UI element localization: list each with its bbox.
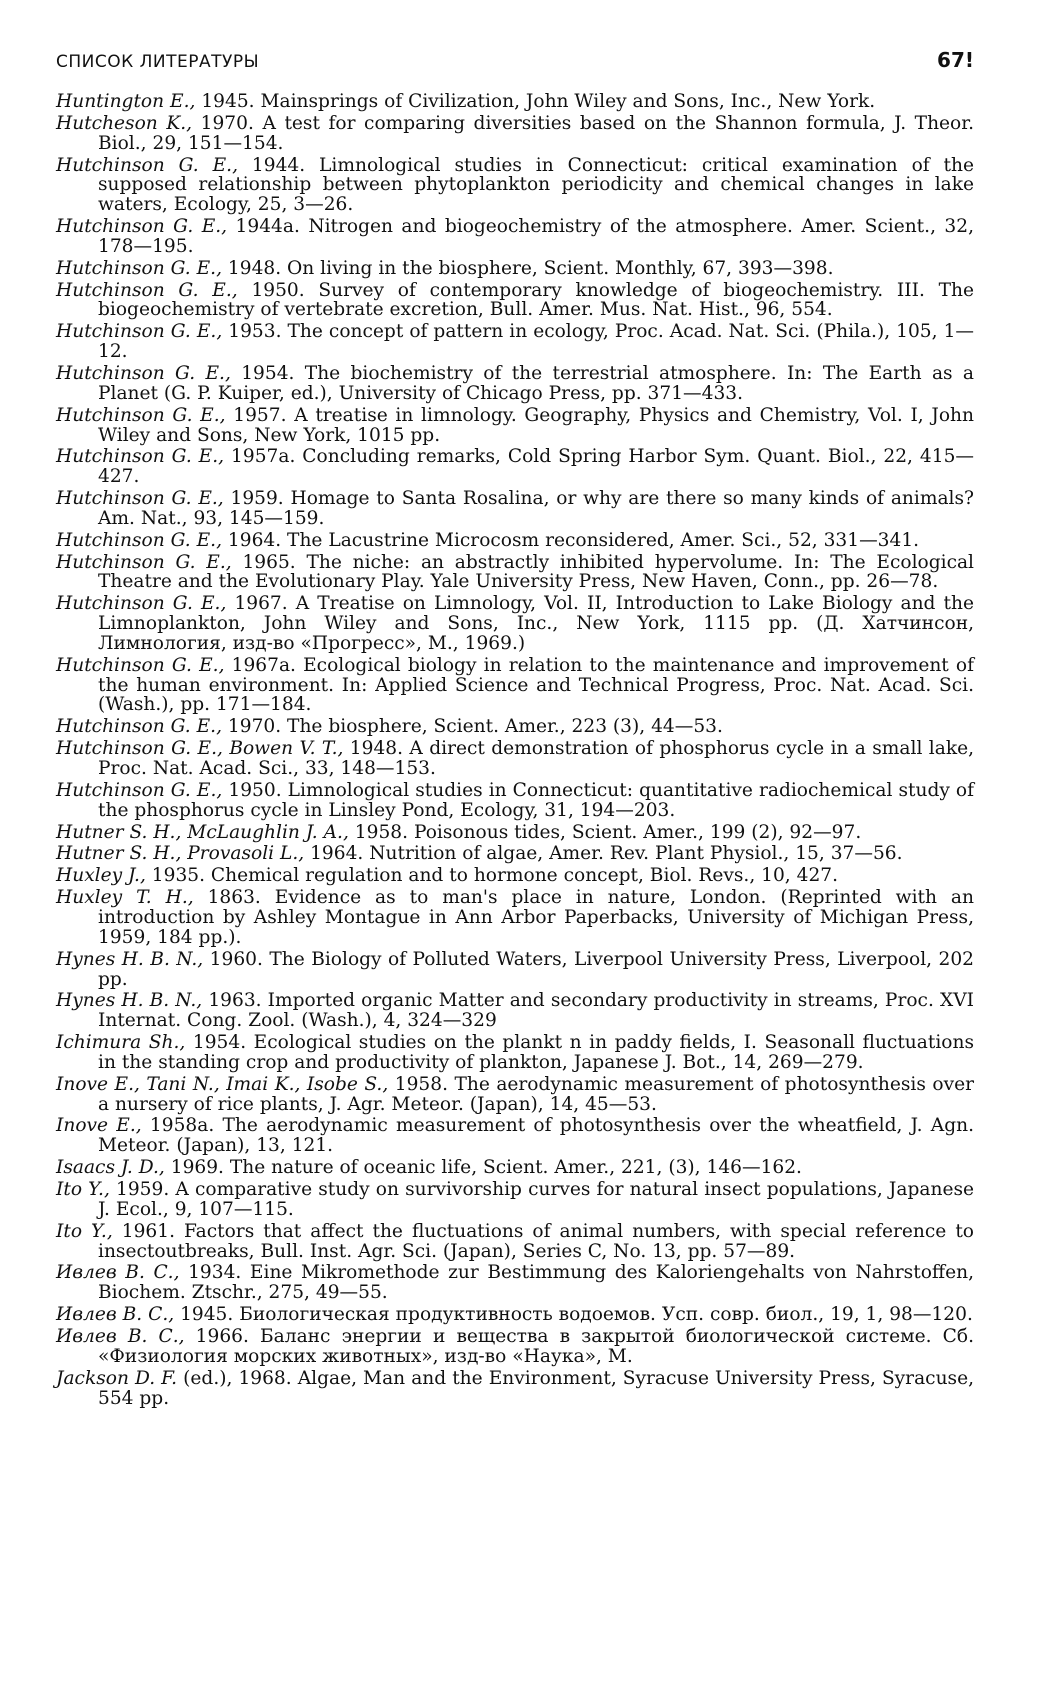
reference-text: 1967a. Ecological biology in relation to the maintenance and improvement of the human environment. In: Applied Science and Technical Progress, Proc. Nat. Acad. Sci. (Wash.), pp. 171—184. (98, 654, 974, 716)
reference-text: 1969. The nature of oceanic life, Scient. Amer., 221, (3), 146—162. (164, 1157, 802, 1179)
reference-author: Hutchinson G. E., (56, 529, 222, 551)
reference-entry (56, 1158, 974, 1178)
reference-author: Hynes H. B. N., (56, 990, 203, 1012)
reference-author: Hutchinson G. E., (56, 154, 238, 176)
reference-entry (56, 1116, 974, 1156)
reference-entry (56, 717, 974, 737)
reference-entry (56, 1305, 974, 1325)
reference-text: 1959. Homage to Santa Rosalina, or why are there so many kinds of animals? Am. Nat., 93, 145—159. (98, 488, 975, 529)
reference-text: 1970. The biosphere, Scient. Amer., 223 (3), 44—53. (222, 716, 723, 738)
reference-entry (56, 114, 974, 154)
reference-entry (56, 991, 974, 1031)
reference-author: Hutchinson G. E., (56, 654, 225, 676)
reference-author: Huxley J., (56, 865, 146, 887)
reference-text: 1964. The Lacustrine Microcosm reconsidered, Amer. Sci., 52, 331—341. (222, 529, 920, 551)
reference-author: Hutchinson G. E., (56, 279, 238, 301)
reference-entry (56, 594, 974, 653)
reference-text: 1945. Mainsprings of Civilization, John Wiley and Sons, Inc., New York. (195, 91, 876, 112)
reference-entry (56, 322, 974, 362)
running-title: СПИСОК ЛИТЕРАТУРЫ (56, 52, 260, 72)
reference-text: 1963. Imported organic Matter and secondary productivity in streams, Proc. XVI Internat. Cong. Zool. (Wash.), 4, 324—329 (98, 990, 974, 1032)
reference-entry (56, 406, 974, 446)
reference-text: 1934. Eine Mikromethode zur Bestimmung des Kaloriengehalts von Nahrstoffen, Biochem. Ztschr., 275, 49—55. (98, 1262, 974, 1304)
reference-entry (56, 888, 974, 947)
reference-text: 1966. Баланс энергии и вещества в закрытой биологической системе. Сб. «Физиология морских животных», изд-во «Наука», М. (98, 1326, 974, 1367)
reference-entry (56, 281, 974, 321)
reference-author: Huntington E., (56, 91, 196, 112)
reference-text: 1961. Factors that affect the fluctuations of animal numbers, with special reference to insectoutbreaks, Bull. Inst. Agr. Sci. (Japan), Series C, No. 13, pp. 57—89. (98, 1220, 974, 1262)
reference-author: Inove E., (56, 1115, 142, 1137)
reference-author: Hutchinson G. E., (56, 488, 224, 510)
page-header (56, 48, 974, 72)
reference-author: Hutchinson G. E., (56, 551, 232, 573)
reference-text: 1954. The biochemistry of the terrestrial atmosphere. In: The Earth as a Planet (G. P. Kuiper, ed.), University of Chicago Press, pp. 371—433. (98, 363, 975, 404)
reference-entry (56, 531, 974, 551)
reference-author: Hynes H. B. N., (56, 948, 204, 970)
reference-text: 1944a. Nitrogen and biogeochemistry of the atmosphere. Amer. Scient., 32, 178—195. (98, 216, 975, 257)
reference-entry (56, 1033, 974, 1073)
reference-text: 1970. A test for comparing diversities based on the Shannon formula, J. Theor. Biol., 29, 151—154. (98, 112, 975, 154)
reference-author: Hutchinson G. E., Bowen V. T., (56, 738, 344, 760)
reference-entry (56, 781, 974, 821)
reference-author: Hutchinson G. E., (56, 446, 225, 468)
reference-entry (56, 1263, 974, 1303)
reference-entry (56, 259, 974, 279)
reference-author: Huxley T. H., (56, 887, 194, 909)
reference-author: Hutchinson G. E., (56, 321, 223, 343)
reference-entry (56, 217, 974, 257)
reference-author: Hutchinson G. E., (56, 404, 226, 426)
reference-list (56, 92, 974, 1408)
reference-text: 1950. Limnological studies in Connecticut: quantitative radiochemical study of the phosphorus cycle in Linsley Pond, Ecology, 31, 194—203. (98, 779, 975, 821)
reference-author: Ивлев В. С., (56, 1326, 185, 1348)
reference-text: 1945. Биологическая продуктивность водоемов. Усп. совр. биол., 19, 1, 98—120. (174, 1304, 973, 1326)
reference-text: 1953. The concept of pattern in ecology, Proc. Acad. Nat. Sci. (Phila.), 105, 1—12. (98, 321, 974, 363)
reference-entry (56, 844, 974, 864)
reference-entry (56, 92, 974, 112)
reference-text: 1958a. The aerodynamic measurement of photosynthesis over the wheatfield, J. Agn. Meteor. (Japan), 13, 121. (98, 1115, 975, 1157)
reference-author: Ichimura Sh., (56, 1032, 186, 1054)
reference-author: Hutchinson G. E., (56, 257, 222, 279)
reference-text: 1935. Chemical regulation and to hormone concept, Biol. Revs., 10, 427. (145, 865, 839, 887)
reference-entry (56, 950, 974, 990)
reference-entry (56, 1180, 974, 1220)
reference-entry (56, 489, 974, 529)
reference-entry (56, 1075, 974, 1115)
reference-text: 1958. Poisonous tides, Scient. Amer., 199 (2), 92—97. (348, 821, 862, 843)
reference-entry (56, 866, 974, 886)
reference-entry (56, 739, 974, 779)
reference-author: Hutchinson G. E., (56, 216, 228, 238)
reference-author: Hutchinson G. E., (56, 593, 227, 615)
reference-author: Hutchinson G. E., (56, 779, 223, 801)
reference-text: 1960. The Biology of Polluted Waters, Liverpool University Press, Liverpool, 202 pp. (98, 948, 974, 990)
reference-entry (56, 447, 974, 487)
reference-text: (ed.), 1968. Algae, Man and the Environment, Syracuse University Press, Syracuse, 554 pp. (98, 1367, 974, 1409)
reference-author: Hutchinson G. E., (56, 716, 222, 738)
reference-entry (56, 823, 974, 843)
reference-text: 1967. A Treatise on Limnology, Vol. II, Introduction to Lake Biology and the Limnoplankton, John Wiley and Sons, Inc., New York, 1115 pp. (Д. Хатчинсон, Лимнология, изд-во «Прогресс», М., 1969.) (98, 593, 975, 654)
reference-author: Ito Y., (56, 1179, 110, 1201)
reference-text: 1944. Limnological studies in Connecticut: critical examination of the supposed relationship between phytoplankton periodicity and chemical changes in lake waters, Ecology, 25, 3—26. (98, 154, 974, 216)
reference-author: Hutchinson G. E., (56, 363, 231, 385)
reference-text: 1957a. Concluding remarks, Cold Spring Harbor Sym. Quant. Biol., 22, 415—427. (98, 446, 975, 488)
reference-author: Hutcheson K., (56, 112, 193, 134)
reference-author: Ивлев В. С., (56, 1304, 175, 1326)
reference-entry (56, 156, 974, 215)
reference-text: 1948. On living in the biosphere, Scient. Monthly, 67, 393—398. (222, 257, 834, 279)
reference-author: Hutner S. H., McLaughlin J. A., (56, 821, 349, 843)
reference-text: 1964. Nutrition of algae, Amer. Rev. Plant Physiol., 15, 37—56. (304, 843, 903, 865)
reference-entry (56, 364, 974, 404)
reference-entry (56, 1222, 974, 1262)
reference-text: 1950. Survey of contemporary knowledge of biogeochemistry. III. The biogeochemistry of vertebrate excretion, Bull. Amer. Mus. Nat. Hist., 96, 554. (98, 279, 974, 321)
reference-entry (56, 1327, 974, 1367)
page-number: 67! (937, 48, 974, 72)
reference-text: 1948. A direct demonstration of phosphorus cycle in a small lake, Proc. Nat. Acad. Sci., 33, 148—153. (98, 738, 975, 779)
reference-author: Hutner S. H., Provasoli L., (56, 843, 305, 865)
reference-text: 1863. Evidence as to man's place in nature, London. (Reprinted with an introduction by Ashley Montague in Ann Arbor Paperbacks, University of Michigan Press, 1959, 184 pp.). (98, 887, 974, 948)
reference-text: 1965. The niche: an abstractly inhibited hypervolume. In: The Ecological Theatre and the Evolutionary Play. Yale University Press, New Haven, Conn., pp. 26—78. (98, 551, 975, 593)
reference-entry (56, 1369, 974, 1409)
reference-entry (56, 553, 974, 593)
reference-author: Jackson D. F. (56, 1367, 178, 1389)
reference-entry (56, 656, 974, 715)
reference-text: 1957. A treatise in limnology. Geography, Physics and Chemistry, Vol. I, John Wiley and Sons, New York, 1015 pp. (98, 404, 974, 446)
reference-author: Ito Y., (56, 1220, 113, 1242)
reference-author: Isaacs J. D., (56, 1157, 165, 1179)
reference-author: Ивлев В. С., (56, 1262, 180, 1284)
reference-text: 1954. Ecological studies on the plankt n in paddy fields, I. Seasonall fluctuations in the standing crop and productivity of plankton, Japanese J. Bot., 14, 269—279. (98, 1032, 974, 1073)
reference-author: Inove E., Tani N., Imai K., Isobe S., (56, 1073, 389, 1095)
reference-text: 1959. A comparative study on survivorship curves for natural insect populations, Japanese J. Ecol., 9, 107—115. (98, 1179, 974, 1220)
reference-text: 1958. The aerodynamic measurement of photosynthesis over a nursery of rice plants, J. Agr. Meteor. (Japan), 14, 45—53. (98, 1073, 974, 1115)
